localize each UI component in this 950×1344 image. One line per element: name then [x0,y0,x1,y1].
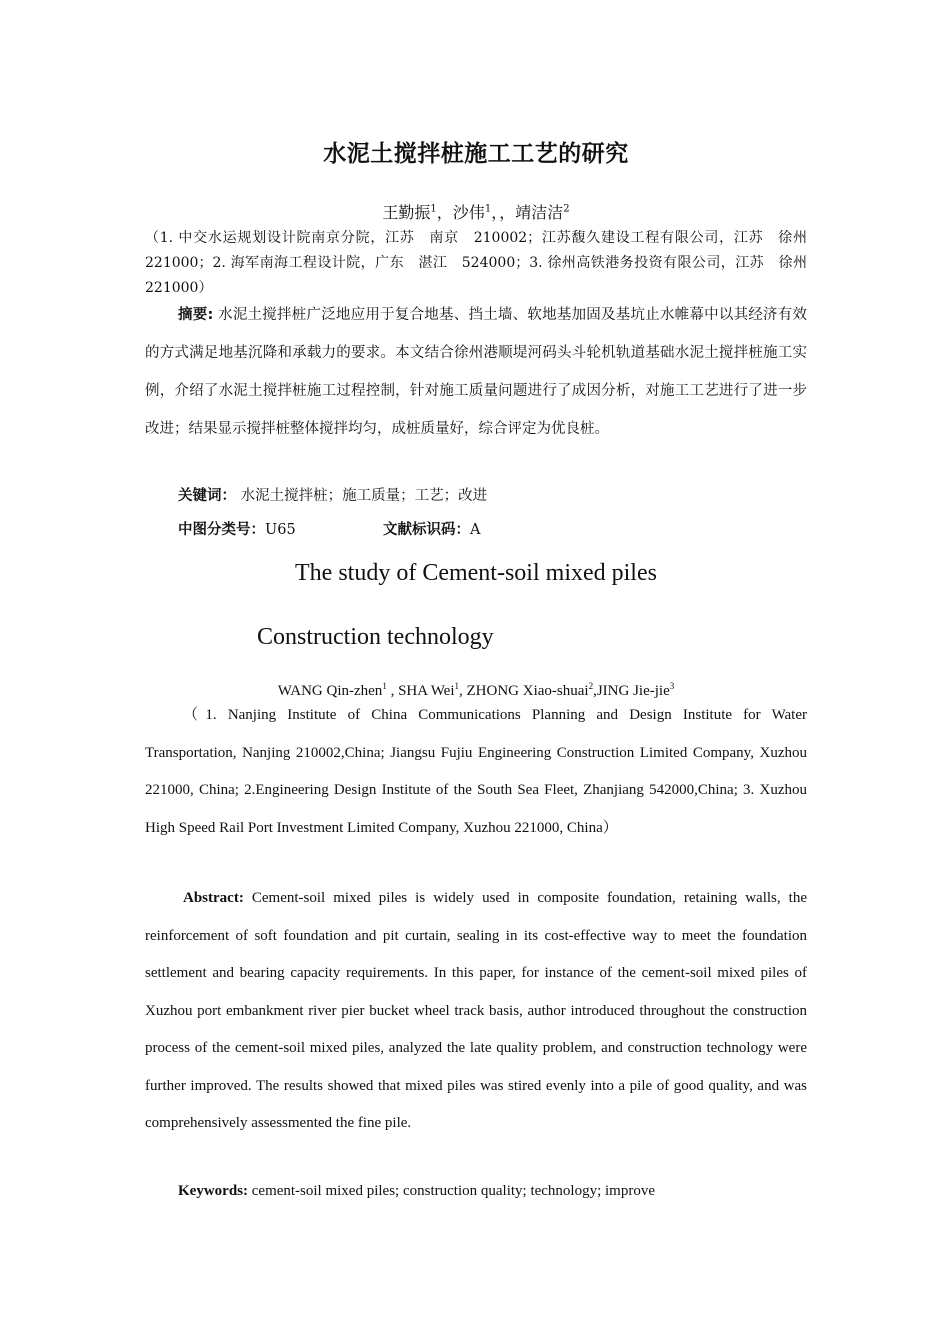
document-code-label: 文献标识码： [383,522,470,538]
abstract-text: Cement-soil mixed piles is widely used in composite foundation, retaining walls, the reinforcement of soft foundation and pit curtain, sealing in its cost-effective way to meet the foundation settlement and bearing capacity requirements. In this paper, for instance of the cement-soil mixed piles of Xuzhou port embankment river pier bucket wheel track basis, author introduced throughout the construction process of the cement-soil mixed piles, analyzed the late quality problem, and construction technology were further improved. The results showed that mixed piles was stired evenly into a pile of good quality, and was comprehensively assessmented the fine pile. [145,890,807,1131]
chinese-title: 水泥土搅拌桩施工工艺的研究 [323,141,629,167]
abstract-label: 摘要: [178,307,214,323]
author-superscript: 1 [484,203,492,215]
keywords-text: 水泥土搅拌桩；施工质量；工艺；改进 [236,488,488,504]
author-name: 王勤振 [382,203,431,222]
keywords-label: Keywords: [178,1183,248,1199]
chinese-abstract [145,296,807,448]
author-name: , ZHONG Xiao-shuai [459,683,589,699]
english-keywords [178,1183,655,1200]
author-name: ,JING Jie-jie [593,683,670,699]
chinese-authors [145,200,807,223]
author-superscript: 1 [382,681,387,691]
abstract-label: Abstract: [183,890,244,906]
author-name: ，沙伟 [436,203,485,222]
author-superscript: 1 [454,681,460,691]
author-superscript: 2 [588,681,594,691]
keywords-label: 关键词： [178,488,236,504]
english-title-line-1: The study of Cement-soil mixed piles [295,560,657,586]
author-name: , SHA Wei [386,683,455,699]
document-code [383,518,480,539]
chinese-keywords [178,484,487,505]
english-affiliations: （1. Nanjing Institute of China Communications Planning and Design Institute for Water Transportation, Nanjing 210002,China; Jiangsu Fujiu Engineering Construction Limited Company, Xuzhou 221000, China; 2.Engineering Design Institute of the South Sea Fleet, Zhanjiang 542000,China; 3. Xuzhou High Speed Rail Port Investment Limited Company, Xuzhou 221000, China） [145,707,807,836]
author-superscript: 1 [430,203,437,215]
classification-line [178,518,807,539]
author-name: ，，靖洁洁 [491,203,564,222]
keywords-text: cement-soil mixed piles; construction quality; technology; improve [248,1183,655,1199]
class-number-label: 中图分类号： [178,522,265,538]
author-superscript: 2 [563,203,570,215]
author-superscript: 3 [669,681,675,691]
english-abstract [145,880,807,1143]
class-number-value: U65 [265,522,296,538]
document-code-value: A [470,522,481,538]
chinese-affiliations: （1. 中交水运规划设计院南京分院，江苏 南京 210002；江苏馥久建设工程有限公司，江苏 徐州 221000；2. 海军南海工程设计院，广东 湛江 524000；3. 徐州高铁港务投资有限公司，江苏 徐州 221000） [145,230,821,296]
abstract-text: 水泥土搅拌桩广泛地应用于复合地基、挡土墙、软地基加固及基坑止水帷幕中以其经济有效的方式满足地基沉降和承载力的要求。本文结合徐州港顺堤河码头斗轮机轨道基础水泥土搅拌桩施工实例，介绍了水泥土搅拌桩施工过程控制，针对施工质量问题进行了成因分析，对施工工艺进行了进一步改进；结果显示搅拌桩整体搅拌均匀，成桩质量好，综合评定为优良桩。 [145,307,807,437]
english-title-line-2: Construction technology [257,624,494,650]
author-name: WANG Qin-zhen [277,683,383,699]
